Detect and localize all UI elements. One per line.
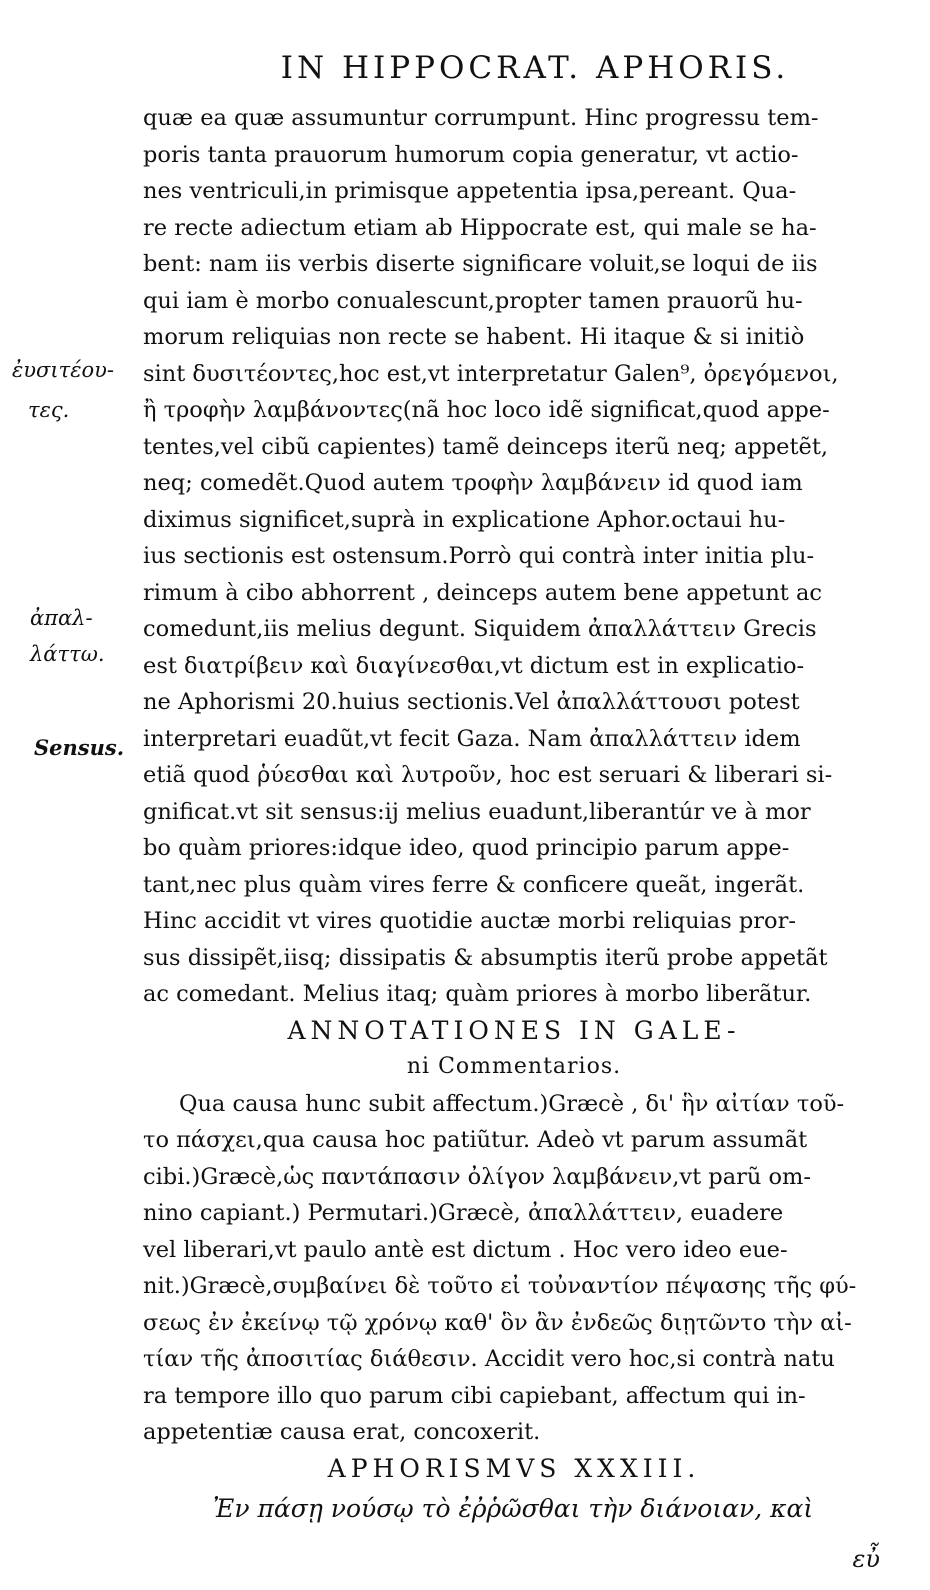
aphorism-greek-text: Ἐν πάσῃ νούσῳ τὸ ἐῤῥῶσθαι τὴν διάνοιαν, καὶ	[213, 1494, 814, 1523]
annotation-line: nit.)Græcè,συμβαίνει δὲ τοῦτο εἰ τοὐναντίον πέψασης τῆς φύ-	[143, 1273, 857, 1299]
margin-note-greek-2b: λάττω.	[30, 642, 105, 666]
margin-note-greek-2: ἀπαλ-	[30, 606, 93, 630]
commentary-line: neq; comedẽt.Quod autem τροφὴν λαμβάνειν id quod iam	[143, 470, 803, 496]
commentary-line: est διατρίβειν καὶ διαγίνεσθαι,vt dictum est in explicatio-	[143, 652, 805, 679]
commentary-line: tant,nec plus quàm vires ferre & conficere queãt, ingerãt.	[143, 871, 805, 898]
commentary-line: sus dissipẽt,iisq; dissipatis & absumptis iterũ probe appetãt	[143, 944, 828, 971]
running-head: IN HIPPOCRAT. APHORIS.	[280, 50, 790, 86]
commentary-line: sint δυσιτέοντες,hoc est,vt interpretatur Galen⁹, ὀρεγόμενοι,	[143, 360, 839, 387]
main-text-block	[143, 100, 885, 1531]
commentary-line: bo quàm priores:idque ideo, quod principio parum appe-	[143, 835, 790, 861]
annotation-line: nino capiant.) Permutari.)Græcè, ἀπαλλάττειν, euadere	[143, 1200, 784, 1226]
annotations-subheading: ni Commentarios.	[406, 1054, 622, 1079]
annotation-line: τίαν τῆς ἀποσιτίας διάθεσιν. Accidit vero hoc,si contrà natu	[143, 1346, 835, 1372]
margin-note-sensus: Sensus.	[34, 735, 125, 760]
commentary-line: morum reliquias non recte se habent. Hi itaque & si initiò	[143, 324, 805, 350]
commentary-line: ac comedant. Melius itaq; quàm priores à morbo liberãtur.	[143, 981, 812, 1007]
commentary-line: re recte adiectum etiam ab Hippocrate est, qui male se ha-	[143, 214, 817, 241]
commentary-line: diximus significet,suprà in explicatione Aphor.octaui hu-	[143, 506, 786, 533]
margin-note-greek-1b: τες.	[28, 398, 70, 422]
annotation-line: Qua causa hunc subit affectum.)Græcè , δι' ἣν αἰτίαν τοῦ-	[179, 1090, 845, 1117]
commentary-line: qui iam è morbo conualescunt,propter tamen prauorũ hu-	[143, 287, 803, 314]
annotations-heading: ANNOTATIONES IN GALE-	[287, 1015, 741, 1045]
annotation-line: vel liberari,vt paulo antè est dictum . Hoc vero ideo eue-	[143, 1236, 788, 1263]
catchword: εὖ	[852, 1545, 880, 1573]
commentary-line: etiã quod ῥύεσθαι καὶ λυτροῦν, hoc est seruari & liberari si-	[143, 762, 833, 788]
annotation-line: το πάσχει,qua causa hoc patiũtur. Adeò vt parum assumãt	[143, 1127, 808, 1153]
annotation-line: cibi.)Græcè,ὡς παντάπασιν ὀλίγον λαμβάνειν,vt parũ om-	[143, 1163, 811, 1190]
commentary-line: comedunt,iis melius degunt. Siquidem ἀπαλλάττειν Grecis	[143, 616, 817, 642]
commentary-line: nes ventriculi,in primisque appetentia ipsa,pereant. Qua-	[143, 178, 797, 204]
commentary-line: quæ ea quæ assumuntur corrumpunt. Hinc progressu tem-	[143, 105, 819, 131]
aphorism-heading: APHORISMVS XXXIII.	[327, 1453, 701, 1483]
annotation-line: σεως ἐν ἐκείνῳ τῷ χρόνῳ καθ' ὃν ἂν ἐνδεῶς διῃτῶντο τὴν αἰ-	[143, 1309, 852, 1336]
commentary-line: interpretari euadũt,vt fecit Gaza. Nam ἀπαλλάττειν idem	[143, 725, 801, 752]
commentary-line: tentes,vel cibũ capientes) tamẽ deinceps iterũ neq; appetẽt,	[143, 433, 829, 460]
commentary-line: gnificat.vt sit sensus:ij melius euadunt,liberantúr ve à mor	[143, 798, 811, 825]
commentary-line: poris tanta prauorum humorum copia generatur, vt actio-	[143, 141, 799, 168]
annotation-line: appetentiæ causa erat, concoxerit.	[143, 1419, 541, 1445]
annotation-line: ra tempore illo quo parum cibi capiebant, affectum qui in-	[143, 1382, 806, 1409]
commentary-line: ἢ τροφὴν λαμβάνοντες(nã hoc loco idẽ significat,quod appe-	[143, 397, 830, 423]
commentary-line: Hinc accidit vt vires quotidie auctæ morbi reliquias pror-	[143, 908, 796, 934]
commentary-line: rimum à cibo abhorrent , deinceps autem bene appetunt ac	[143, 579, 823, 606]
margin-note-greek-1: ἐυσιτέου-	[12, 358, 114, 382]
commentary-line: ius sectionis est ostensum.Porrò qui contrà inter initia plu-	[143, 543, 815, 569]
commentary-line: ne Aphorismi 20.huius sectionis.Vel ἀπαλλάττουσι potest	[143, 689, 800, 715]
commentary-line: bent: nam iis verbis diserte significare voluit,se loqui de iis	[143, 251, 818, 277]
